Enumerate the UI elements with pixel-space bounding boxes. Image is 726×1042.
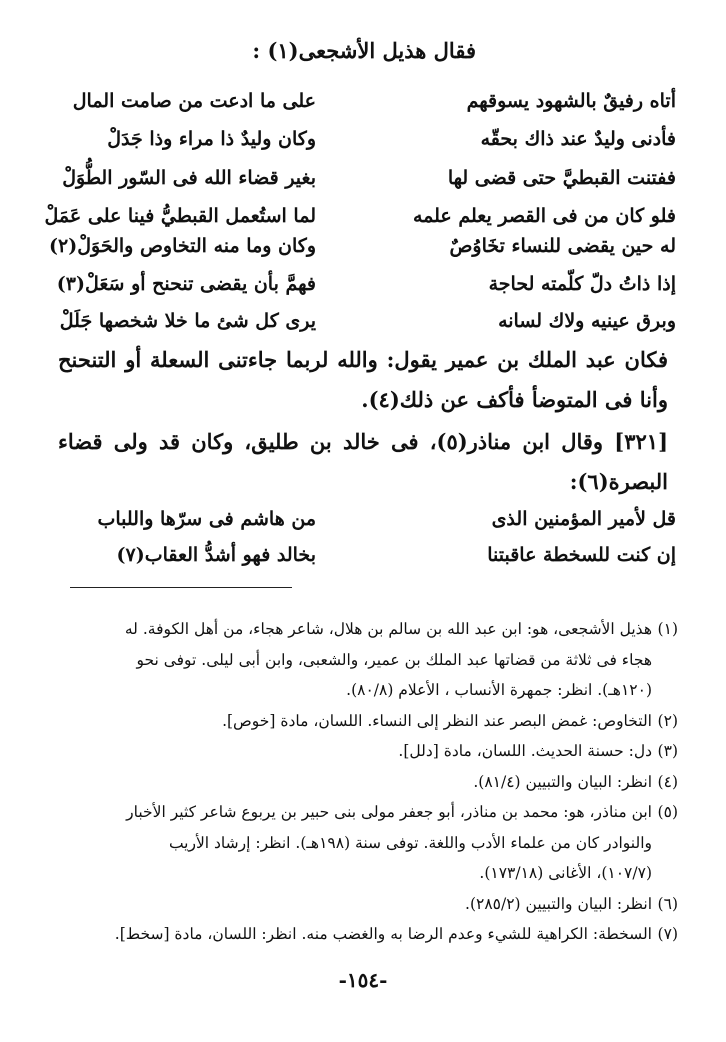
verse-first-hemistich: إن كنت للسخطة عاقبتنا: [487, 544, 676, 566]
footnote-number: (٤): [657, 772, 678, 791]
footnote-continuation: هجاء فى ثلاثة من قضاتها عبد الملك بن عمير، والشعبى، وابن أبى ليلى. توفى نحو: [136, 650, 652, 669]
verse-second-hemistich: يرى كل شئ ما خلا شخصها جَلَلْ: [59, 310, 316, 332]
footnote-line: انظر: البيان والتبيين (٨١/٤).: [473, 772, 652, 791]
footnote-number: (١): [657, 620, 678, 638]
verse-first-hemistich: وبرق عينيه ولاك لسانه: [498, 310, 676, 332]
verse-line: [56, 128, 676, 168]
verse-line: [56, 167, 676, 207]
verse-line: [56, 544, 676, 584]
verse-line: [56, 273, 676, 313]
footnote-continuation: والنوادر كان من علماء الأدب واللغة. توفى سنة (١٩٨هـ). انظر: إرشاد الأريب: [168, 833, 652, 852]
verse-second-hemistich: لما استُعمل القبطيُّ فينا على عَمَلْ: [44, 205, 316, 227]
footnote-number: (٥): [657, 803, 678, 821]
footnotes: [50, 614, 678, 950]
footnote-continuation: (١٠٧/٧)، الأغانى (١٧٣/١٨).: [479, 864, 652, 882]
verse-second-hemistich: وكان وما منه التخاوص والحَوَلْ(٢): [49, 235, 316, 257]
verse-line: [56, 508, 676, 548]
footnote-line: دل: حسنة الحديث. اللسان، مادة [دلل].: [398, 742, 652, 760]
verse-second-hemistich: من هاشم فى سرّها واللباب: [97, 508, 316, 530]
verse-first-hemistich: قل لأمير المؤمنين الذى: [491, 508, 676, 530]
verse-second-hemistich: على ما ادعت من صامت المال: [72, 90, 316, 112]
section-paragraph: [٣٢١] وقال ابن مناذر(٥)، فى خالد بن طليق، وكان قد ولى قضاء البصرة(٦):: [58, 429, 668, 494]
intro-line: فقال هذيل الأشجعى(١) :: [252, 38, 476, 63]
footnote: [50, 614, 678, 645]
footnote: [50, 767, 678, 798]
footnote-number: (٦): [657, 894, 678, 913]
footnote: [50, 889, 678, 920]
footnote-number: (٢): [657, 711, 678, 730]
footnote-line: ابن مناذر، هو: محمد بن مناذر، أبو جعفر مولى بنى حبير بن يربوع شاعر كثير الأخبار: [126, 803, 652, 821]
verse-first-hemistich: أتاه رفيقٌ بالشهود يسوقهم: [466, 90, 676, 112]
page-number: -١٥٤-: [338, 968, 388, 992]
footnote-number: (٧): [657, 925, 678, 943]
footnote-line: التخاوص: غمض البصر عند النظر إلى النساء. اللسان، مادة [خوص].: [222, 711, 652, 730]
verse-first-hemistich: ففتنت القبطيَّ حتى قضى لها: [447, 167, 676, 189]
verse-first-hemistich: له حين يقضى للنساء تخَاوُصٌ: [449, 235, 676, 257]
footnote-continuation: (١٢٠هـ). انظر: جمهرة الأنساب ، الأعلام (٨٠/٨).: [346, 681, 652, 699]
footnote: [50, 797, 678, 828]
verse-first-hemistich: فأدنى وليدٌ عند ذاك بحقّه: [480, 128, 676, 150]
footnote: [50, 736, 678, 767]
footnote: [50, 919, 678, 950]
verse-second-hemistich: وكان وليدٌ ذا مراء وذا جَدَلْ: [107, 128, 316, 150]
footnote-line: السخطة: الكراهية للشيء وعدم الرضا به والغضب منه. انظر: اللسان، مادة [سخط].: [114, 925, 652, 943]
footnote-divider: [70, 587, 292, 588]
verse-second-hemistich: بخالد فهو أشدُّ العقاب(٧): [116, 544, 316, 566]
footnote-line: انظر: البيان والتبيين (٢٨٥/٢).: [465, 894, 652, 913]
verse-line: [49, 235, 676, 275]
verse-second-hemistich: بغير قضاء الله فى السّور الطُّوَلْ: [62, 167, 316, 189]
prose-paragraph: فكان عبد الملك بن عمير يقول: والله لربما جاءتنى السعلة أو التنحنح وأنا فى المتوضأ فأكف عن ذلك(٤).: [58, 347, 668, 412]
verse-line: [56, 90, 676, 130]
footnote: [50, 706, 678, 737]
footnote-line: هذيل الأشجعى، هو: ابن عبد الله بن سالم بن هلال، شاعر هجاء، من أهل الكوفة. له: [124, 620, 652, 638]
verse-first-hemistich: إذا ذاتُ دلّ كلّمته لحاجة: [488, 273, 676, 295]
verse-second-hemistich: فهمَّ بأن يقضى تنحنح أو سَعَلْ(٣): [56, 273, 316, 295]
verse-first-hemistich: فلو كان من فى القصر يعلم علمه: [412, 205, 676, 227]
footnote-number: (٣): [657, 742, 678, 760]
